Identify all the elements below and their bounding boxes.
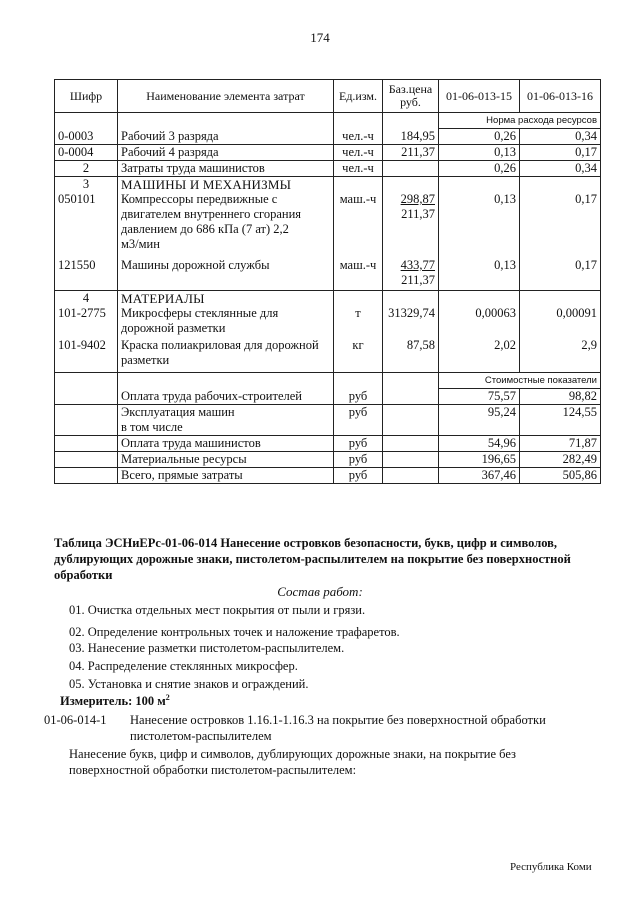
row-price: 184,95 (383, 129, 439, 145)
row-code: 101-9402 (55, 338, 118, 373)
row-price-2: 211,37 (401, 207, 435, 221)
row-price-1: 433,77 (400, 258, 435, 272)
cost-row (55, 405, 601, 421)
table-title-line: дублирующих дорожные знаки, пистолетом-распылителем на покрытие без поверхностной (54, 552, 571, 566)
table-row (55, 258, 601, 291)
section-materials (55, 291, 601, 307)
row-code: 101-2775 (55, 306, 118, 338)
row-value-1: 0,13 (439, 145, 520, 161)
cost-name: Оплата труда рабочих-строителей (118, 389, 334, 405)
row-value-2: 0,34 (520, 129, 601, 145)
row-price-2: 211,37 (401, 273, 435, 287)
table-title-line: Таблица ЭСНиЕРс-01-06-014 Нанесение островков безопасности, букв, цифр и символов, (54, 536, 558, 550)
table-row (55, 338, 601, 373)
row-code: 050101 (55, 192, 118, 258)
row-name-line: давлением до 686 кПа (7 ат) 2,2 (121, 222, 289, 236)
row-name-line: Компрессоры передвижные с (121, 192, 278, 206)
table-title-line: обработки (54, 568, 113, 582)
row-unit: т (334, 306, 383, 338)
row-name (118, 192, 334, 258)
row-code: 0-0004 (55, 145, 118, 161)
cost-value-1: 75,57 (439, 389, 520, 405)
entry-description (130, 712, 600, 744)
row-unit: чел.-ч (334, 129, 383, 145)
cost-unit: руб (334, 436, 383, 452)
row-name-line: двигателем внутреннего сгорания (121, 207, 302, 221)
cost-row (55, 436, 601, 452)
row-value-2: 0,34 (520, 161, 601, 177)
cost-label: Стоимостные показатели (439, 373, 601, 389)
row-name-line: м3/мин (121, 237, 160, 251)
section-code: 4 (55, 291, 118, 307)
work-item: 04. Распределение стеклянных микросфер. (69, 659, 298, 673)
cost-value-1: 95,24 (439, 405, 520, 421)
header-row (55, 80, 601, 113)
row-name-line: разметки (121, 353, 170, 367)
norm-label-row (55, 113, 601, 129)
row-unit: кг (334, 338, 383, 373)
header-price-text: Баз.цена руб. (388, 82, 433, 109)
cost-row (55, 389, 601, 405)
entry-line: Нанесение островков 1.16.1-1.16.3 на покрытие без поверхностной обработки (130, 713, 546, 727)
section-machines (55, 177, 601, 193)
cost-unit: руб (334, 452, 383, 468)
row-name (118, 338, 334, 373)
cost-row (55, 452, 601, 468)
works-heading: Состав работ: (277, 584, 363, 599)
meter-text: Измеритель: 100 м (60, 694, 166, 709)
note (69, 746, 589, 778)
work-item: 05. Установка и снятие знаков и ограждений. (69, 677, 309, 691)
header-price (383, 80, 439, 113)
row-unit: маш.-ч (334, 192, 383, 258)
table-row (55, 192, 601, 258)
row-name-line: дорожной разметки (121, 321, 226, 335)
entry-line: пистолетом-распылителем (130, 729, 272, 743)
row-name: Рабочий 4 разряда (118, 145, 334, 161)
row-value-2: 2,9 (520, 338, 601, 373)
cost-value-2: 71,87 (520, 436, 601, 452)
row-unit: маш.-ч (334, 258, 383, 291)
row-name: Рабочий 3 разряда (118, 129, 334, 145)
row-price-1: 298,87 (400, 192, 435, 206)
footer-region: Республика Коми (510, 861, 592, 873)
row-unit: чел.-ч (334, 161, 383, 177)
cost-name: Материальные ресурсы (118, 452, 334, 468)
work-item: 01. Очистка отдельных мест покрытия от пыли и грязи. (69, 603, 366, 617)
cost-value-2: 282,49 (520, 452, 601, 468)
section-title: МАШИНЫ И МЕХАНИЗМЫ (118, 177, 334, 193)
header-unit: Ед.изм. (334, 80, 383, 113)
row-value-2: 0,17 (520, 192, 601, 258)
cost-row (55, 420, 601, 436)
work-item: 03. Нанесение разметки пистолетом-распылителем. (69, 641, 345, 655)
section-title: МАТЕРИАЛЫ (118, 291, 334, 307)
norm-label: Норма расхода ресурсов (439, 113, 601, 129)
row-value-1: 0,13 (439, 258, 520, 291)
cost-value-1: 367,46 (439, 468, 520, 484)
row-price: 87,58 (383, 338, 439, 373)
header-col2: 01-06-013-16 (520, 80, 601, 113)
cost-unit: руб (334, 468, 383, 484)
row-value-1: 0,00063 (439, 306, 520, 338)
cost-name: в том числе (118, 420, 334, 436)
cost-unit: руб (334, 405, 383, 421)
row-unit: чел.-ч (334, 145, 383, 161)
row-price: 31329,74 (383, 306, 439, 338)
meter-label (60, 693, 170, 709)
row-name: Затраты труда машинистов (118, 161, 334, 177)
row-name: Машины дорожной службы (118, 258, 334, 291)
row-value-1: 2,02 (439, 338, 520, 373)
meter-superscript: 2 (165, 693, 170, 702)
section-code: 3 (55, 177, 118, 193)
row-price (383, 192, 439, 258)
work-item: 02. Определение контрольных точек и наложение трафаретов. (69, 625, 400, 639)
cost-unit: руб (334, 389, 383, 405)
cost-name: Оплата труда машинистов (118, 436, 334, 452)
cost-value-1: 54,96 (439, 436, 520, 452)
table-row (55, 129, 601, 145)
row-code: 121550 (55, 258, 118, 291)
header-name: Наименование элемента затрат (118, 80, 334, 113)
cost-value-2: 124,55 (520, 405, 601, 421)
row-value-2: 0,17 (520, 145, 601, 161)
cost-row (55, 468, 601, 484)
row-value-2: 0,17 (520, 258, 601, 291)
header-code: Шифр (55, 80, 118, 113)
cost-name: Эксплуатация машин (118, 405, 334, 421)
table-row (55, 145, 601, 161)
page-number: 174 (310, 30, 330, 45)
row-price: 211,37 (383, 145, 439, 161)
entry-code: 01-06-014-1 (44, 713, 107, 727)
row-value-2: 0,00091 (520, 306, 601, 338)
cost-value-1: 196,65 (439, 452, 520, 468)
note-line: Нанесение букв, цифр и символов, дублирующих дорожные знаки, на покрытие без (69, 747, 516, 761)
row-name (118, 306, 334, 338)
row-value-1: 0,26 (439, 161, 520, 177)
cost-label-row (55, 373, 601, 389)
table-row (55, 306, 601, 338)
cost-value-2: 98,82 (520, 389, 601, 405)
row-value-1: 0,26 (439, 129, 520, 145)
machinist-row (55, 161, 601, 177)
cost-value-2: 505,86 (520, 468, 601, 484)
table-title (54, 535, 604, 583)
row-code: 2 (55, 161, 118, 177)
header-col1: 01-06-013-15 (439, 80, 520, 113)
row-value-1: 0,13 (439, 192, 520, 258)
cost-name: Всего, прямые затраты (118, 468, 334, 484)
row-name-line: Микросферы стеклянные для (121, 306, 279, 320)
row-code: 0-0003 (55, 129, 118, 145)
resource-table (54, 79, 601, 484)
note-line: поверхностной обработки пистолетом-распылителем: (69, 763, 357, 777)
row-name-line: Краска полиакриловая для дорожной (121, 338, 319, 352)
row-price (383, 258, 439, 291)
